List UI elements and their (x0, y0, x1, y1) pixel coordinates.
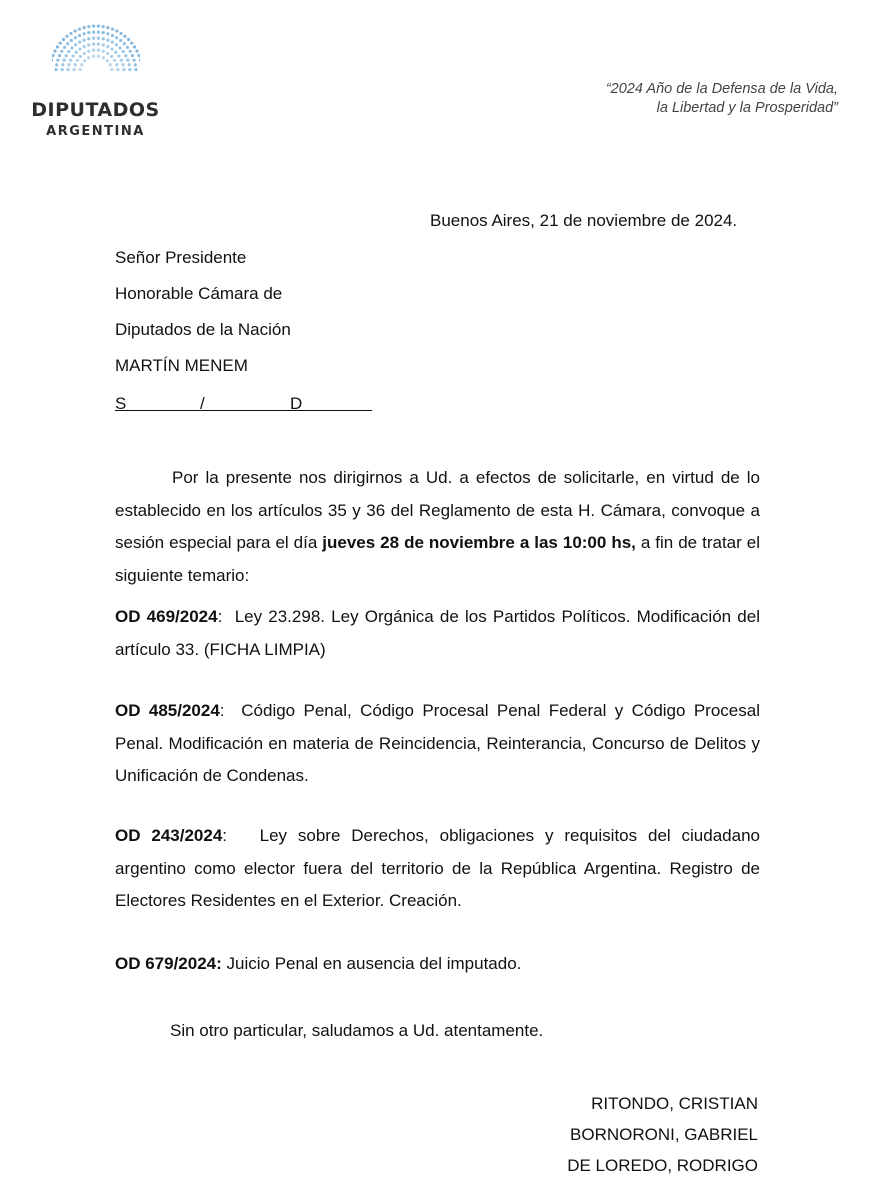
agenda-item-text: Código Penal, Código Procesal Penal Federal y Código Procesal Penal. Modificación en materia de Reincidencia, Reinterancia, Concurso de Delitos y Unificación de Condenas. (115, 701, 760, 785)
seat-dot (71, 54, 74, 57)
seat-dot (56, 45, 59, 48)
seat-dot (97, 55, 100, 58)
seat-dot (122, 68, 125, 71)
seat-dot (126, 59, 129, 62)
agenda-item-label: OD 469/2024 (115, 607, 218, 626)
seat-dot (113, 59, 116, 62)
seat-dot (78, 47, 81, 50)
seat-dot (92, 30, 95, 33)
seat-dot (67, 63, 70, 66)
seat-dot (97, 43, 100, 46)
agenda-item-label: OD 243/2024 (115, 826, 223, 845)
seat-dot (97, 49, 100, 52)
motto-line-1: “2024 Año de la Defensa de la Vida, (605, 81, 838, 97)
addressee-line-3: Diputados de la Nación (115, 320, 291, 339)
addressee-line-2: Honorable Cámara de (115, 284, 283, 303)
seat-dot (79, 55, 82, 58)
signatory-2: BORNORONI, GABRIEL (570, 1125, 758, 1144)
closing-line: Sin otro particular, saludamos a Ud. atentamente. (170, 1021, 544, 1040)
seat-dot (80, 63, 83, 66)
seat-dot (135, 50, 138, 53)
seat-dot (92, 24, 95, 27)
seat-dot (106, 26, 109, 29)
seat-dot (111, 34, 114, 37)
seat-dot (65, 54, 68, 57)
seat-dot (115, 43, 118, 46)
seat-dot (109, 63, 112, 66)
seat-dot (133, 45, 136, 48)
seat-dot (129, 50, 132, 53)
agenda-item-text: Ley 23.298. Ley Orgánica de los Partidos Políticos. Modificación del artículo 33. (FICHA LIMPIA) (115, 607, 760, 659)
seat-dot (69, 32, 72, 35)
seat-dot (111, 41, 114, 44)
seat-dot (73, 68, 76, 71)
seat-dot (106, 45, 109, 48)
seat-dot (127, 38, 130, 41)
parliament-arc-icon (52, 20, 140, 74)
seat-dot (128, 68, 131, 71)
seat-dot (79, 68, 82, 71)
seat-dot (70, 46, 73, 49)
agenda-item-label: OD 485/2024 (115, 701, 220, 720)
sd-slash: / (200, 394, 205, 413)
seat-dot (123, 42, 126, 45)
agenda-item-2: OD 485/2024: Código Penal, Código Procesal Penal Federal y Código Procesal Penal. Modificación en materia de Reincidencia, Reinterancia, Concurso de Delitos y Unificación de Condenas. (115, 701, 760, 785)
seat-dot (116, 68, 119, 71)
agenda-item-text: Ley sobre Derechos, obligaciones y requisitos del ciudadano argentino como elector fuera del territorio de la República Argentina. Registro de Electores Residentes en el Exterior. Creación. (115, 826, 760, 910)
addressee-line-1: Señor Presidente (115, 248, 247, 267)
seat-dot (92, 43, 95, 46)
seat-dot (74, 43, 77, 46)
seat-dot (87, 25, 90, 28)
seat-dot (78, 27, 81, 30)
seat-dot (102, 31, 105, 34)
seat-dot (118, 46, 121, 49)
seat-dot (62, 38, 65, 41)
intro-text-2: a fin de tratar el siguiente temario: (115, 533, 760, 585)
seat-dot (58, 54, 61, 57)
seat-dot (97, 36, 100, 39)
seat-dot (87, 31, 90, 34)
seat-dot (120, 59, 123, 62)
seat-dot (106, 52, 109, 55)
seat-dot (124, 54, 127, 57)
seat-dot (55, 63, 58, 66)
seat-dot (131, 54, 134, 57)
sd-underline-s: S (115, 394, 127, 413)
intro-text-1: Por la presente nos dirigirnos a Ud. a efectos de solicitarle, en virtud de lo establecido en los artículos 35 y 36 del Reglamento de esta H. Cámara, convoque a sesión especial para el día (115, 468, 760, 552)
addressee-name: MARTÍN MENEM (115, 356, 248, 375)
seat-dot (69, 59, 72, 62)
seat-dot (76, 59, 79, 62)
seat-dot (74, 36, 77, 39)
session-date-bold: jueves 28 de noviembre a las 10:00 hs, (322, 533, 636, 552)
seat-dot (97, 30, 100, 33)
seat-dot (111, 27, 114, 30)
seat-dot (119, 32, 122, 35)
seat-dot (110, 55, 113, 58)
seat-dot (106, 39, 109, 42)
sd-d: D (290, 394, 303, 413)
seat-dot (83, 52, 86, 55)
seat-dot (87, 37, 90, 40)
seat-dot (54, 68, 57, 71)
seat-dot (134, 68, 137, 71)
agenda-item-label: OD 679/2024: (115, 954, 222, 973)
seat-dot (106, 32, 109, 35)
seat-dot (102, 43, 105, 46)
seat-dot (65, 35, 68, 38)
seat-dot (67, 68, 70, 71)
agenda-item-text: Juicio Penal en ausencia del imputado. (226, 954, 522, 973)
year-motto (606, 80, 838, 118)
seat-dot (53, 50, 56, 53)
seat-dot (56, 59, 59, 62)
seat-dot (63, 59, 66, 62)
seat-dot (134, 63, 137, 66)
seat-dot (133, 59, 136, 62)
intro-paragraph (115, 462, 760, 592)
logo-title: DIPUTADOS (31, 99, 160, 121)
seat-dot (74, 29, 77, 32)
seat-dot (110, 47, 113, 50)
seat-dot (74, 63, 77, 66)
seat-dot (128, 63, 131, 66)
seat-dot (106, 59, 109, 62)
seat-dot (78, 41, 81, 44)
seat-dot (83, 59, 86, 62)
seat-dot (114, 51, 117, 54)
seat-dot (75, 51, 78, 54)
seat-dot (87, 43, 90, 46)
logo-subtitle: ARGENTINA (46, 124, 145, 139)
seat-dot (121, 63, 124, 66)
motto-line-2: la Libertad y la Prosperidad” (656, 100, 838, 116)
seat-dot (102, 50, 105, 53)
seat-dot (110, 68, 113, 71)
chamber-logo (28, 20, 163, 139)
letter-date: Buenos Aires, 21 de noviembre de 2024. (430, 211, 738, 230)
signatory-3: DE LOREDO, RODRIGO (567, 1156, 758, 1175)
seat-dot (87, 50, 90, 53)
seat-dot (63, 46, 66, 49)
seat-dot (115, 63, 118, 66)
seat-dot (115, 29, 118, 32)
seat-dot (126, 46, 129, 49)
seat-dot (130, 41, 133, 44)
seat-dot (52, 54, 55, 57)
agenda-item-3: OD 243/2024: Ley sobre Derechos, obligaciones y requisitos del ciudadano argentino como elector fuera del territorio de la República Argentina. Registro de Electores Residentes en el Exterior. Creación. (115, 826, 760, 910)
seat-dot (122, 50, 125, 53)
seat-dot (87, 56, 90, 59)
seat-dot (83, 45, 86, 48)
seat-dot (61, 63, 64, 66)
seat-dot (137, 54, 140, 57)
seat-dot (119, 39, 122, 42)
seat-dot (102, 37, 105, 40)
seat-dot (66, 42, 69, 45)
seat-dot (123, 35, 126, 38)
seat-dot (52, 58, 53, 61)
seat-dot (78, 34, 81, 37)
seat-dot (102, 25, 105, 28)
seat-dot (60, 50, 63, 53)
seat-dot (139, 58, 140, 61)
seat-dot (92, 55, 95, 58)
seat-dot (102, 56, 105, 59)
seat-dot (92, 49, 95, 52)
agenda-item-4 (115, 948, 760, 981)
seat-dot (97, 24, 100, 27)
seat-dot (59, 41, 62, 44)
seat-dot (70, 39, 73, 42)
seat-dot (60, 68, 63, 71)
seat-dot (92, 36, 95, 39)
seat-dot (115, 36, 118, 39)
seat-dot (67, 50, 70, 53)
seat-dot (83, 32, 86, 35)
seat-dot (83, 39, 86, 42)
seat-dot (117, 54, 120, 57)
signatory-1: RITONDO, CRISTIAN (591, 1094, 758, 1113)
agenda-item-1: OD 469/2024: Ley 23.298. Ley Orgánica de los Partidos Políticos. Modificación del artículo 33. (FICHA LIMPIA) (115, 607, 760, 659)
seat-dot (82, 26, 85, 29)
